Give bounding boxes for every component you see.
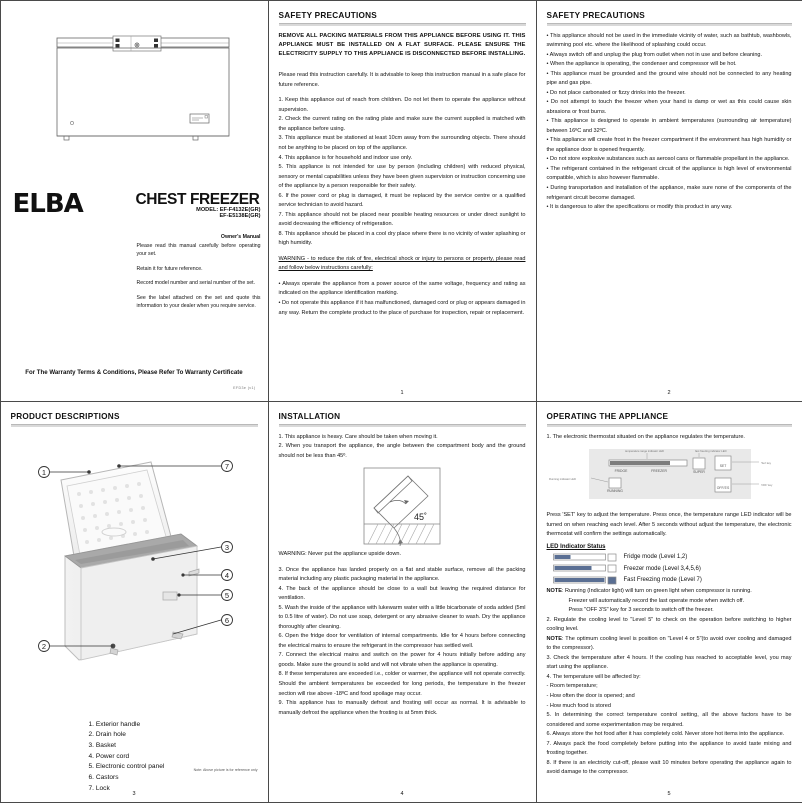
callout-1: 1 (41, 468, 45, 477)
operating-notes (547, 587, 792, 778)
paragraph: 1. This appliance is heavy. Care should be taken when moving it. (279, 433, 526, 443)
note-1-cont: Press "OFF 3'S" key for 3 seconds to switch off the freezer. (547, 606, 792, 616)
callout-3: 3 (224, 543, 228, 552)
model-numbers (136, 207, 261, 219)
paragraph: • Do not attempt to touch the freezer when your hand is damp or wet as this could cause skin abrasions or frost burns. (547, 98, 792, 117)
brand-logo: ELBA (13, 189, 83, 219)
operating-item-1 (547, 433, 792, 443)
set-key-instructions (547, 511, 792, 540)
paragraph: - How often the door is opened; and (547, 692, 792, 702)
paragraph: 9. This appliance has to manually defrost and frosting will occur as normal. It is advisable to manually defrost the appliance when the frosting is at 5mm thick. (279, 699, 526, 718)
paragraph: 6. Always store the hot food after it has completely cold. Never store hot items into the appliance. (547, 730, 792, 740)
paragraph: 3. Once the appliance has landed properly on a flat and stable surface, remove all the packing material including any plastic packaging material in the appliance. (279, 566, 526, 585)
led-label: Fridge mode (Level 1,2) (624, 554, 688, 560)
page-number: 4 (269, 791, 536, 797)
paragraph: 1. Keep this appliance out of reach from children. Do not let them to operate the appliance without supervision. (279, 96, 526, 115)
list-item: 3. Basket (89, 741, 165, 752)
owner-paragraph: Please read this manual carefully before operating your set. (137, 242, 261, 259)
divider (279, 23, 526, 26)
paragraph: • Always operate the appliance from a power source of the same voltage, frequency and rating as indicated on the appliance identification marking. (279, 280, 526, 299)
paragraph: 7. Always pack the food completely before putting into the appliance to avoid taste mixing and frosting together. (547, 740, 792, 759)
safety-intro (279, 71, 526, 318)
safety-warning: WARNING - to reduce the risk of fire, electrical shock or injury to persons or property, please read and follow below instructions carefully: (279, 255, 526, 274)
list-item: 2. Drain hole (89, 730, 165, 741)
divider (11, 424, 258, 427)
installation-top-items (279, 433, 526, 462)
paragraph: • Do not operate this appliance if it has malfunctioned, damaged cord or plug or appears damaged in any way. Return the complete product to the place of purchase for inspection, repair or replacement. (279, 299, 526, 318)
list-item: 1. Exterior handle (89, 720, 165, 731)
model-line-2: EF-E5138E(GR) (136, 213, 261, 219)
label-super: SUPER (693, 470, 705, 474)
page-title: CHEST FREEZER (136, 191, 260, 209)
note-label: NOTE (547, 636, 562, 642)
paragraph: • It is dangerous to alter the specifications or modify this product in any way. (547, 203, 792, 213)
list-item: 6. Castors (89, 773, 165, 784)
owners-manual-heading: Owner's Manual (137, 233, 261, 241)
panel-cover (0, 0, 269, 402)
paragraph: 4. The back of the appliance should be close to a wall but leaving the required distance for ventilation. (279, 585, 526, 604)
paragraph: 2. Regulate the cooling level to "Level 5" to check on the operation before switching to higher cooling level. (547, 616, 792, 635)
paragraph: 5. In determining the correct temperature control setting, all the above factors have to be considered and some experimentation may be required. (547, 711, 792, 730)
divider (547, 424, 792, 427)
document-code: EFD3e (v1) (233, 386, 255, 390)
paragraph: - How much food is stored (547, 702, 792, 712)
section-title: SAFETY PRECAUTIONS (547, 11, 792, 20)
label-freezer: FREEZER (651, 469, 667, 473)
note-text: : Running (Indicator light) will turn on green light when compressor is running. (562, 588, 752, 594)
callout-6: 6 (224, 616, 228, 625)
caption-off-key: 'OFF' key (761, 483, 773, 487)
list-item: 7. Lock (89, 784, 165, 795)
led-bar-freezer (553, 564, 619, 573)
owner-paragraph: Record model number and serial number of the set. (137, 279, 261, 287)
callout-7: 7 (224, 462, 228, 471)
chest-freezer-parts-diagram (23, 434, 251, 724)
paragraph: Press 'SET' key to adjust the temperature. Press once, the temperature range LED indicator will be turned on when reaching each level. After 5 seconds without adjust the temperature, the electronic thermostat will confirm the settings automatically. (547, 511, 792, 540)
callout-4: 4 (224, 571, 228, 580)
panel-operating-the-appliance (536, 401, 802, 803)
paragraph: 6. If the power cord or plug is damaged, it must be replaced by the service centre or a qualified service technician to avoid hazard. (279, 192, 526, 211)
page-number: 3 (1, 791, 268, 797)
page-number: 1 (269, 390, 536, 396)
paragraph: • Do not store explosive substances such as aerosol cans or flammable propellant in the appliance. (547, 155, 792, 165)
page-number: 5 (537, 791, 802, 797)
safety-bullet-list (547, 32, 792, 213)
paragraph: 5. Wash the inside of the appliance with lukewarm water with a little bicarbonate of soda added (5ml to 0.5 litre of water). Do not use soap, detergent or any abrasive cleaner to wash. Dry the appliance thoroughly after cleaning. (279, 604, 526, 633)
note-text: : The optimum cooling level is position on "Level 4 or 5"(to avoid over cooling and damaged to the compressor). (547, 636, 792, 652)
panel-safety-precautions-1 (268, 0, 537, 402)
label-off: OFF/3'S (716, 486, 729, 490)
model-line-1: MODEL: EF-F4132E(GR) (196, 207, 260, 213)
list-item: 5. Electronic control panel (89, 762, 165, 773)
paragraph: • This appliance is designed to operate in ambient temperatures (surrounding air temperature) between 16ºC and 32ºC. (547, 117, 792, 136)
callout-2: 2 (41, 642, 45, 651)
panel-installation (268, 401, 537, 803)
paragraph: Please read this instruction carefully. It is advisable to keep this instruction manual in a safe place for future reference. (279, 71, 526, 90)
paragraph: 1. The electronic thermostat situated on the appliance regulates the temperature. (547, 433, 792, 443)
note-1 (547, 587, 792, 597)
caption-fast-freeze: fast freezing indicator LED (695, 449, 727, 453)
paragraph: - Room temperature; (547, 682, 792, 692)
callout-5: 5 (224, 591, 228, 600)
tilt-angle-diagram (362, 466, 442, 546)
installation-bottom-items (279, 550, 526, 718)
paragraph: • The refrigerant contained in the refrigerant circuit of the appliance is high level of environmental compatible, which is also however flammable. (547, 165, 792, 184)
paragraph: 3. This appliance must be stationed at least 10cm away from the surrounding objects. There should not be anything to be placed on top of the appliance. (279, 134, 526, 153)
note-label: NOTE (547, 588, 562, 594)
owner-paragraph: See the label attached on the set and quote this information to your dealer when you require service. (137, 294, 261, 311)
paragraph: 6. Open the fridge door for ventilation of internal compartments. Idle for 4 hours before connecting the electrical mains to ensure the refrigerant in the compressor has settled well. (279, 632, 526, 651)
paragraph: 2. Check the current rating on the rating plate and make sure the current supplied is matched with the appliance before using. (279, 115, 526, 134)
paragraph: • Always switch off and unplug the plug from outlet when not in use and before cleaning. (547, 51, 792, 61)
label-set: SET (719, 464, 726, 468)
paragraph: • Do not place carbonated or fizzy drinks into the freezer. (547, 89, 792, 99)
paragraph: • This appliance should not be used in the immediate vicinity of water, such as bathtub, washbowls, swimming pool etc. where the likelihood of splashing could occur. (547, 32, 792, 51)
installation-warning: WARNING: Never put the appliance upside down. (279, 550, 526, 560)
safety-bold-intro: REMOVE ALL PACKING MATERIALS FROM THIS APPLIANCE BEFORE USING IT. THIS APPLIANCE MUST BE INSTALLED ON A FLAT SURFACE. PLEASE ENSURE THE ELECTRICITY SUPPLY TO THIS APPLIANCE IS DISCONNECTED BEFORE INSTALLING. (279, 32, 526, 60)
paragraph: 2. When you transport the appliance, the angle between the compartment body and the ground should not be less than 45º. (279, 442, 526, 461)
led-bar-fast-freezing (553, 576, 619, 585)
paragraph: 8. This appliance should be placed in a cool dry place where there is no vicinity of water splashing or high humidity. (279, 230, 526, 249)
paragraph: • During transportation and installation of the appliance, make sure none of the components of the refrigerant circuit become damaged. (547, 184, 792, 203)
paragraph: 5. This appliance is not intended for use by person (including children) with reduced physical, sensory or mental capabilities unless they have been given supervision or instruction concerning use of the appliance by a person responsible for their safety. (279, 163, 526, 192)
section-title: PRODUCT DESCRIPTIONS (11, 412, 258, 421)
caption-running-led: Running indicator LED (549, 477, 576, 481)
led-bar-fridge (553, 553, 619, 562)
page-number: 2 (537, 390, 802, 396)
section-title: INSTALLATION (279, 412, 526, 421)
paragraph: 3. Check the temperature after 4 hours. If the cooling has reached to acceptable level, you may start using the appliance. (547, 654, 792, 673)
control-panel-diagram (547, 445, 793, 507)
owner-paragraph: Retain it for future reference. (137, 265, 261, 273)
led-label: Fast Freezing mode (Level 7) (624, 577, 702, 583)
led-status-row (553, 553, 792, 562)
led-label: Freezer mode (Level 3,4,5,6) (624, 566, 701, 572)
paragraph: • This appliance must be grounded and the ground wire should not be connected to any heating pipe and gas pipe. (547, 70, 792, 89)
reference-note: Note: Above picture is for reference only (194, 768, 258, 772)
warranty-notice: For The Warranty Terms & Conditions, Please Refer To Warranty Certificate (1, 369, 268, 376)
divider (279, 424, 526, 427)
list-item: 4. Power cord (89, 752, 165, 763)
led-status-row (553, 564, 792, 573)
led-status-row (553, 576, 792, 585)
paragraph: • When the appliance is operating, the condenser and compressor will be hot. (547, 60, 792, 70)
panel-product-descriptions (0, 401, 269, 803)
divider (547, 23, 792, 26)
paragraph: 8. If these temperatures are exceeded i.e., colder or warmer, the appliance will not operate correctly. Should the ambient temperatures be exceeded for long periods, the temperature in the freezer section will rise above -18ºC and food spoilage may occur. (279, 670, 526, 699)
angle-label: 45˚ (414, 512, 427, 522)
paragraph: 7. Connect the electrical mains and switch on the power for 4 hours initially before adding any goods. Make sure the ground is solid and will not vibrate when the appliance is operating. (279, 651, 526, 670)
caption-temp-range: temperature range indicator LED (625, 449, 664, 453)
paragraph: 4. The temperature will be affected by: (547, 673, 792, 683)
section-title: OPERATING THE APPLIANCE (547, 412, 792, 421)
note-1-cont: Freezer will automatically record the last operate mode when switch off. (547, 597, 792, 607)
parts-legend (89, 720, 165, 795)
caption-set-key: 'Set' key (761, 461, 772, 465)
label-running: RUNNING (607, 489, 623, 493)
led-status-title: LED Indicator Status (547, 544, 792, 550)
note-2 (547, 635, 792, 654)
paragraph: • This appliance will create frost in the freezer compartment if the environment has high humidity or the appliance door is opened frequently. (547, 136, 792, 155)
owners-manual-block (137, 233, 261, 317)
paragraph: 8. If there is an electricity cut-off, please wait 10 minutes before operating the appliance again to avoid damage to the compressor. (547, 759, 792, 778)
chest-freezer-front-drawing (53, 34, 233, 144)
paragraph: 4. This appliance is for household and indoor use only. (279, 154, 526, 164)
paragraph: 7. This appliance should not be placed near possible heating resources or under direct sunlight to avoid decreasing the efficiency of refrigeration. (279, 211, 526, 230)
label-fridge: FRIDGE (614, 469, 628, 473)
section-title: SAFETY PRECAUTIONS (279, 11, 526, 20)
panel-safety-precautions-2 (536, 0, 802, 402)
